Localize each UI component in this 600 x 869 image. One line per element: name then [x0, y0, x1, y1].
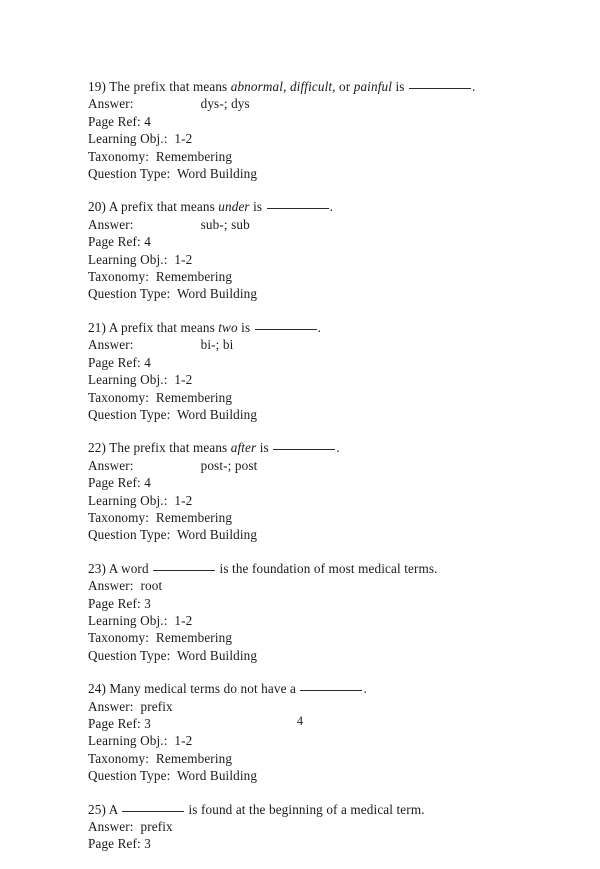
fill-in-blank [153, 570, 215, 571]
answer-value: post-; post [200, 457, 258, 473]
answer-value: dys-; dys [200, 96, 250, 112]
stem-text-before: A prefix that means [108, 319, 219, 335]
question-block-20 [88, 198, 528, 302]
page-ref-line: Page Ref: 4 [88, 354, 151, 370]
learning-obj-line: Learning Obj.: 1-2 [88, 733, 193, 749]
question-block-25 [88, 801, 528, 853]
page-ref-line: Page Ref: 4 [88, 113, 151, 129]
taxonomy-line: Taxonomy: Remembering [88, 750, 233, 766]
learning-obj-line: Learning Obj.: 1-2 [88, 612, 193, 628]
learning-obj-line: Learning Obj.: 1-2 [88, 251, 193, 267]
stem-text-before: A prefix that means [108, 199, 219, 215]
page-ref-line: Page Ref: 3 [88, 716, 151, 731]
stem-italic-painful: painful [353, 79, 393, 94]
stem-text-end: . [471, 79, 476, 94]
page-number: 4 [296, 714, 304, 728]
stem-text-mid-2: , or [332, 79, 354, 94]
question-number: 25) [88, 801, 106, 817]
question-number: 20) [88, 199, 106, 215]
question-number: 19) [88, 79, 106, 94]
answer-line: Answer: prefix [88, 698, 173, 714]
page-ref-line: Page Ref: 4 [88, 234, 151, 250]
learning-obj-line: Learning Obj.: 1-2 [88, 492, 193, 508]
question-stem [88, 439, 528, 456]
stem-text-before: A word [108, 560, 153, 576]
question-stem [88, 78, 528, 95]
learning-obj-line: Learning Obj.: 1-2 [88, 372, 193, 388]
fill-in-blank [255, 329, 317, 330]
stem-text-after: is the foundation of most medical terms. [216, 560, 438, 576]
fill-in-blank [267, 208, 329, 209]
question-number: 23) [88, 560, 106, 576]
question-type-line: Question Type: Word Building [88, 527, 258, 543]
question-stem [88, 560, 528, 577]
question-stem [88, 680, 528, 697]
stem-text-after: is [392, 79, 408, 94]
stem-text-after: . [363, 681, 367, 697]
question-type-line: Question Type: Word Building [88, 406, 258, 422]
question-stem [88, 319, 528, 336]
question-stem [88, 801, 528, 818]
stem-text-after: is found at the beginning of a medical term. [185, 801, 425, 817]
fill-in-blank [409, 88, 471, 89]
page-ref-line: Page Ref: 4 [88, 475, 151, 491]
answer-line: Answer: root [88, 578, 163, 594]
stem-text-after: is [237, 319, 254, 335]
answer-label: Answer: [88, 337, 134, 353]
fill-in-blank [273, 449, 335, 450]
question-block-19 [88, 78, 528, 182]
stem-text-end: . [317, 319, 322, 335]
question-number: 21) [88, 319, 106, 335]
question-type-line: Question Type: Word Building [88, 647, 258, 663]
question-block-22 [88, 439, 528, 543]
answer-line [88, 216, 528, 233]
answer-line [88, 457, 528, 474]
question-list [88, 78, 528, 869]
stem-text-before: The prefix that means [109, 440, 231, 456]
answer-value: sub-; sub [200, 216, 250, 232]
question-type-line: Question Type: Word Building [88, 768, 258, 784]
stem-italic-under: under [218, 199, 250, 215]
taxonomy-line: Taxonomy: Remembering [88, 148, 233, 164]
answer-line [88, 336, 528, 353]
answer-line: Answer: prefix [88, 819, 173, 835]
question-block-21 [88, 319, 528, 423]
answer-label: Answer: [88, 96, 134, 112]
taxonomy-line: Taxonomy: Remembering [88, 269, 233, 285]
stem-italic-difficult: difficult [289, 79, 333, 94]
taxonomy-line: Taxonomy: Remembering [88, 389, 233, 405]
question-type-line: Question Type: Word Building [88, 286, 258, 302]
stem-italic-after: after [230, 440, 257, 456]
answer-line [88, 95, 528, 112]
stem-text-before: Many medical terms do not have a [109, 681, 300, 697]
question-number: 22) [88, 440, 106, 456]
answer-label: Answer: [88, 457, 134, 473]
question-number: 24) [88, 681, 106, 697]
question-block-23 [88, 560, 528, 664]
stem-italic-abnormal: abnormal [230, 79, 284, 94]
page-ref-line: Page Ref: 3 [88, 836, 151, 852]
fill-in-blank [300, 690, 362, 691]
fill-in-blank [122, 811, 184, 812]
stem-text-before: The prefix that means [109, 79, 231, 94]
stem-italic-two: two [218, 319, 238, 335]
stem-text-after: is [249, 199, 266, 215]
stem-text-after: is [256, 440, 273, 456]
stem-text-end: . [336, 440, 340, 456]
answer-label: Answer: [88, 216, 134, 232]
question-stem [88, 198, 528, 215]
stem-text-mid-1: , [283, 79, 290, 94]
stem-text-before: A [108, 801, 122, 817]
answer-value: bi-; bi [200, 337, 234, 353]
stem-text-end: . [329, 199, 334, 215]
question-type-line: Question Type: Word Building [88, 166, 258, 182]
taxonomy-line: Taxonomy: Remembering [88, 630, 233, 646]
page-ref-line: Page Ref: 3 [88, 595, 151, 611]
question-block-24 [88, 680, 528, 784]
taxonomy-line: Taxonomy: Remembering [88, 509, 233, 525]
learning-obj-line: Learning Obj.: 1-2 [88, 131, 193, 147]
